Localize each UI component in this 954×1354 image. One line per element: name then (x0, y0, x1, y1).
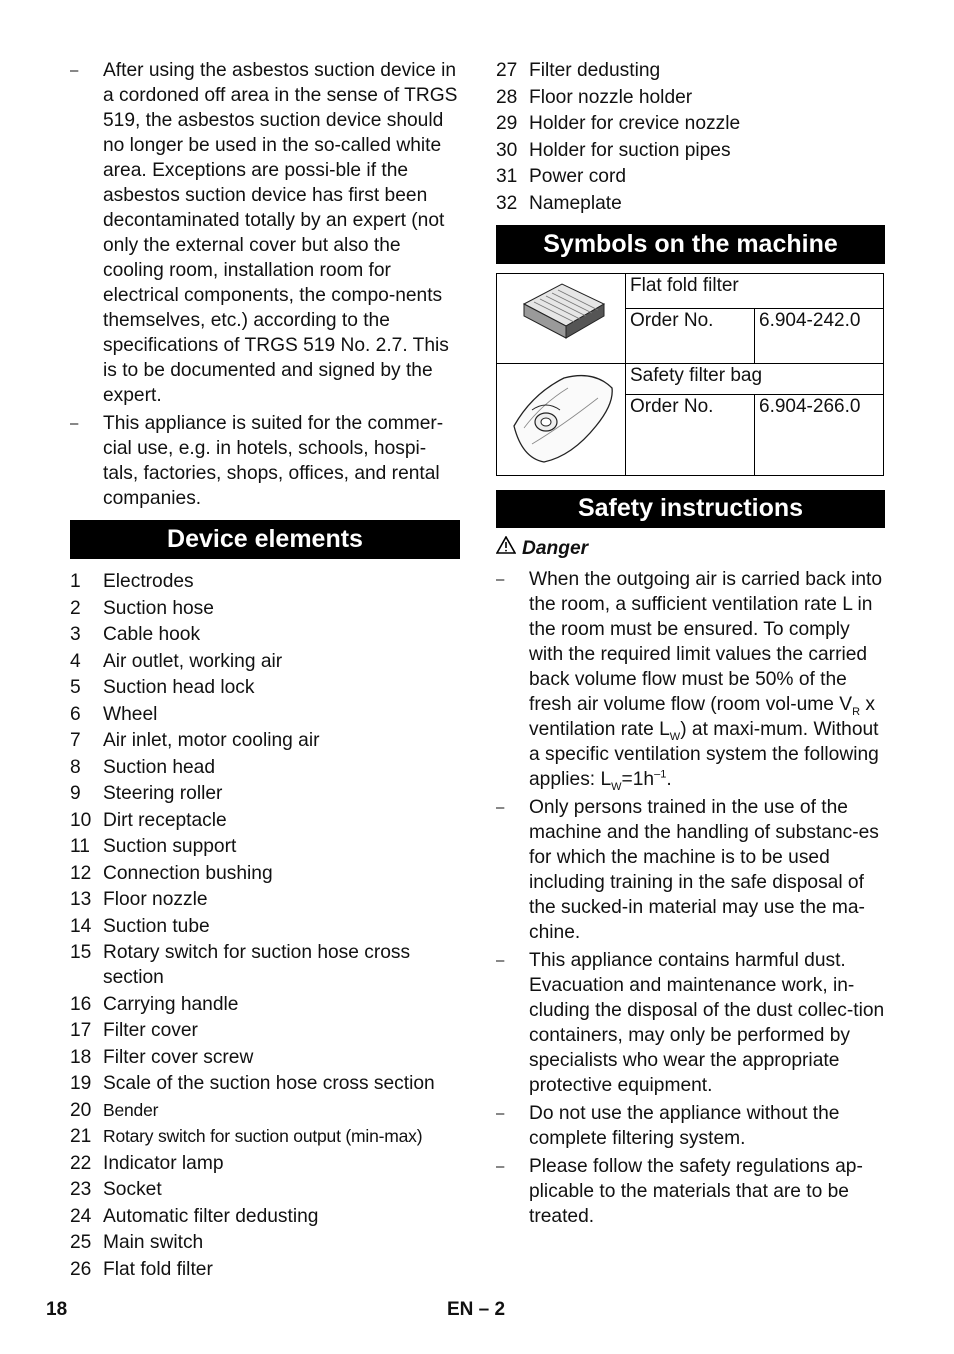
device-element-item: 1 Electrodes (70, 571, 194, 592)
device-element-item: 32 Nameplate (496, 192, 622, 214)
safety-items (496, 795, 885, 1229)
dash-bullet: – (70, 415, 79, 432)
device-element-item: 22 Indicator lamp (70, 1152, 224, 1174)
dash-bullet: – (70, 62, 79, 79)
device-element-item: 9 Steering roller (70, 783, 223, 804)
device-elements-heading: Device elements (70, 520, 460, 559)
danger-text: Danger (522, 537, 589, 559)
device-element-item: 26 Flat fold filter (70, 1258, 213, 1280)
device-element-item: 30 Holder for suction pipes (496, 139, 731, 161)
device-elements-list-continued (496, 58, 885, 216)
safety-filter-bag-order-no: 6.904-266.0 (755, 394, 884, 475)
device-element-item: 2 Suction hose (70, 597, 214, 619)
device-element-item: 10 Dirt receptacle (70, 809, 227, 831)
device-element-item: 12 Connection bushing (70, 862, 273, 884)
safety-item: – Do not use the appliance without the complete filtering system. (496, 1102, 840, 1149)
dash-bullet: – (496, 570, 505, 588)
dash-bullet: – (496, 1104, 505, 1122)
device-element-item: 25 Main switch (70, 1232, 204, 1253)
safety-filter-bag-image (497, 363, 626, 475)
intro-paragraphs (70, 58, 460, 511)
symbols-heading: Symbols on the machine (496, 225, 885, 264)
device-element-item: 8 Suction head (70, 756, 216, 778)
device-element-item: 18 Filter cover screw (70, 1046, 254, 1068)
safety-item: – This appliance contains harmful dust. Evacuation and maintenance work, in-cluding the disposal of the dust collec-tion containers, may only be performed by specialists who wear the appropriate protective equipment. (496, 949, 885, 1096)
device-element-item: 13 Floor nozzle (70, 889, 208, 910)
device-element-item: 14 Suction tube (70, 915, 210, 937)
dash-bullet: – (496, 951, 505, 969)
right-column (496, 58, 885, 1232)
flat-fold-filter-name: Flat fold filter (626, 273, 884, 308)
page-number: 18 (46, 1299, 68, 1320)
left-column (70, 58, 460, 1283)
danger-label (496, 536, 885, 561)
device-element-item: 17 Filter cover (70, 1020, 198, 1041)
device-element-item: 29 Holder for crevice nozzle (496, 113, 741, 134)
device-element-item: 19 Scale of the suction hose cross section (70, 1073, 435, 1094)
safety-item: – Please follow the safety regulations ap-plicable to the materials that are to be treated. (496, 1155, 863, 1227)
device-element-item: 28 Floor nozzle holder (496, 86, 693, 108)
intro-paragraph: – This appliance is suited for the commer-cial use, e.g. in hotels, schools, hospi-tals, factories, shops, offices, and rental companies. (70, 413, 444, 509)
device-element-item: 21 Rotary switch for suction output (min-max) (70, 1126, 423, 1147)
flat-fold-filter-order-label: Order No. (626, 308, 755, 363)
device-element-item: 15 Rotary switch for suction hose cross section (70, 942, 411, 988)
ventilation-paragraph: – When the outgoing air is carried back into the room, a sufficient ventilation rate L in the room must be ensured. To comply with the required limit values the carried back volume flow must be 50% of the fresh air volume flow (room vol-ume $V_R$ x ventilation rate $L_W$) at maxi-mum. Without a specific ventilation system the following applies: $L_W=1h^{-1}$. (496, 568, 883, 793)
flat-fold-filter-image (497, 273, 626, 363)
device-element-item: 16 Carrying handle (70, 993, 239, 1015)
device-elements-list (70, 569, 460, 1282)
device-element-item: 20 Bender (70, 1099, 159, 1121)
safety-filter-bag-name: Safety filter bag (626, 363, 884, 394)
device-element-item: 7 Air inlet, motor cooling air (70, 730, 320, 751)
device-element-item: 24 Automatic filter dedusting (70, 1205, 319, 1227)
device-element-item: 3 Cable hook (70, 624, 201, 645)
dash-bullet: – (496, 798, 505, 816)
warning-triangle-icon (496, 536, 516, 561)
section-label: EN – 2 (447, 1299, 506, 1320)
device-element-item: 6 Wheel (70, 703, 158, 725)
dash-bullet: – (496, 1157, 505, 1175)
safety-filter-bag-order-label: Order No. (626, 394, 755, 475)
device-element-item: 31 Power cord (496, 166, 627, 187)
safety-item: – Only persons trained in the use of the machine and the handling of substanc-es for which the machine is to be used including training in the safe disposal of the sucked-in material may use the ma-chine. (496, 796, 879, 943)
device-element-item: 23 Socket (70, 1179, 162, 1200)
safety-instructions-heading: Safety instructions (496, 490, 885, 528)
device-element-item: 4 Air outlet, working air (70, 650, 283, 672)
device-element-item: 27 Filter dedusting (496, 60, 661, 81)
intro-paragraph: – After using the asbestos suction device in a cordoned off area in the sense of TRGS 519, the asbestos suction device should no longer be used in the so-called white area. Exceptions are possi-ble if the asbestos suction device has first been decontaminated totally by an expert (not only the external cover but also the cooling room, installation room for electrical components, the compo-nents themselves, etc.) according to the specifications of TRGS 519 No. 2.7. This is to be documented and signed by the expert. (70, 60, 458, 406)
accessory-table (496, 273, 884, 476)
device-element-item: 5 Suction head lock (70, 677, 255, 698)
device-element-item: 11 Suction support (70, 836, 237, 857)
flat-fold-filter-order-no: 6.904-242.0 (755, 308, 884, 363)
